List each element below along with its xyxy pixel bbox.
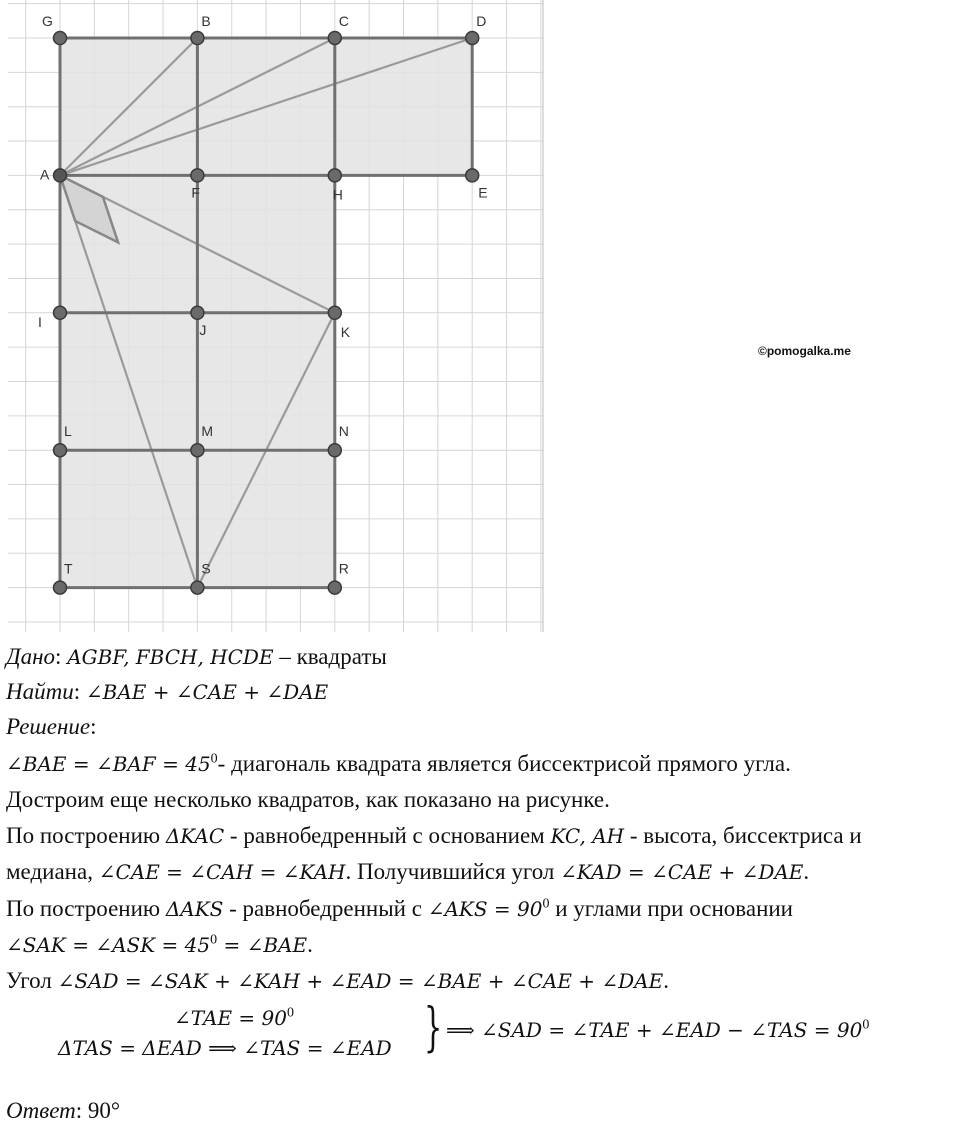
find-line: Найти: ∠BAE + ∠CAE + ∠DAE	[6, 679, 329, 704]
point-I	[54, 306, 67, 319]
point-label-J: J	[199, 321, 207, 338]
solution-line-2: Достроим еще несколько квадратов, как показано на рисунке.	[6, 787, 610, 812]
point-T	[54, 581, 67, 594]
system-line-1: ∠TAE = $90^0$	[174, 1005, 294, 1030]
answer-line: Ответ: 90°	[6, 1098, 121, 1123]
system-brace: }	[424, 998, 443, 1058]
point-label-N: N	[338, 423, 349, 440]
point-B	[191, 32, 204, 45]
point-F	[191, 169, 204, 182]
point-label-F: F	[191, 184, 200, 201]
solution-line-7: Угол ∠SAD = ∠SAK + ∠KAH + ∠EAD = ∠BAE + ∠CAE + ∠DAE.	[6, 968, 669, 993]
point-label-E: E	[478, 184, 488, 201]
point-label-I: I	[38, 313, 42, 330]
geometry-figure	[0, 0, 550, 640]
point-N	[328, 444, 341, 457]
point-label-A: A	[40, 166, 50, 183]
point-E	[466, 169, 479, 182]
point-A	[54, 169, 67, 182]
solution-line-4: медиана, ∠CAE = ∠CAH = ∠KAH. Получившийся угол ∠KAD = ∠CAE + ∠DAE.	[6, 859, 810, 884]
point-label-S: S	[201, 560, 211, 577]
solution-line-5: По построению ΔAKS - равнобедренный с ∠AKS = $90^0$ и углами при основании	[6, 896, 793, 921]
system-line-2: ΔTAS = ΔEAD ⟹ ∠TAS = ∠EAD	[58, 1036, 392, 1060]
point-S	[191, 581, 204, 594]
solution-line-1: ∠BAE = ∠BAF = $45^0-$ диагональ квадрата является биссектрисой прямого угла.	[6, 751, 791, 776]
point-R	[328, 581, 341, 594]
solution-line-3: По построению ΔKAC - равнобедренный с основанием KC, AH - высота, биссектриса и	[6, 823, 862, 848]
point-D	[466, 32, 479, 45]
point-label-B: B	[201, 13, 211, 29]
point-G	[54, 32, 67, 45]
given-line: Дано: AGBF, FBCH, HCDE – квадраты	[6, 644, 387, 669]
point-J	[191, 306, 204, 319]
solution-line-6: ∠SAK = ∠ASK = $45^0$ = ∠BAE.	[6, 932, 313, 957]
point-H	[328, 169, 341, 182]
system-result: ⟹ ∠SAD = ∠TAE + ∠EAD − ∠TAS = $90^0$	[446, 1017, 870, 1042]
point-C	[328, 32, 341, 45]
point-M	[191, 444, 204, 457]
solution-heading: Решение:	[6, 714, 97, 739]
point-label-M: M	[201, 423, 214, 440]
point-label-H: H	[332, 186, 343, 203]
point-label-C: C	[338, 13, 349, 29]
point-label-D: D	[476, 13, 487, 29]
point-label-T: T	[64, 560, 73, 577]
point-label-L: L	[64, 423, 72, 440]
point-K	[328, 306, 341, 319]
point-label-R: R	[338, 560, 349, 577]
watermark: ©pomogalka.me	[758, 344, 851, 358]
point-label-G: G	[42, 13, 53, 29]
point-label-K: K	[340, 323, 351, 340]
point-L	[54, 444, 67, 457]
